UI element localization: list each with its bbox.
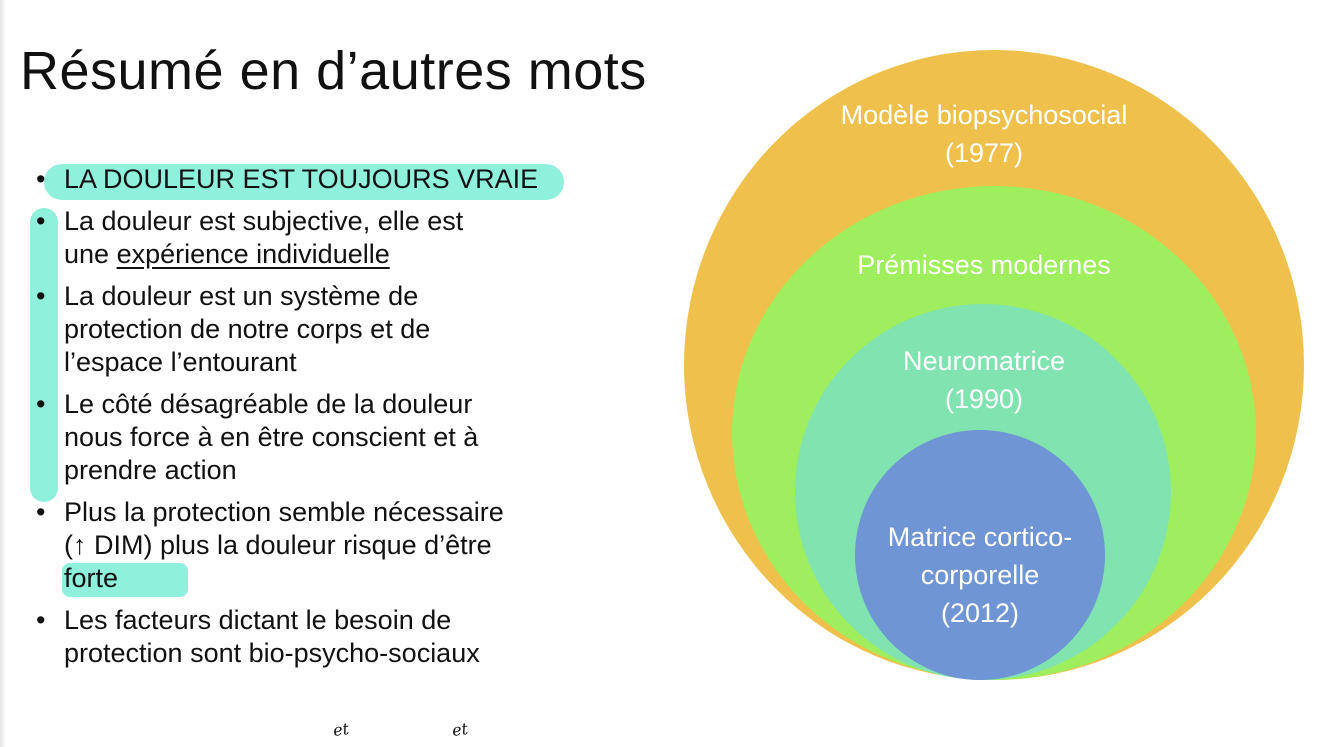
bullet-dot: •: [36, 281, 46, 311]
bullet-item: [32, 604, 632, 670]
bullet-dot: •: [36, 164, 46, 194]
bullet-item: [32, 388, 632, 487]
bullet-line: nous force à en être conscient et à: [64, 422, 479, 452]
bullet-item: [32, 163, 632, 196]
circle-label-line: Matrice cortico-: [887, 522, 1073, 552]
bullet-item: [32, 496, 632, 595]
bullet-line: Plus la protection semble nécessaire: [64, 497, 504, 527]
bullet-list: [32, 163, 632, 679]
circle-label-line: (1990): [944, 384, 1024, 414]
bullet-item: [32, 205, 632, 271]
circle-label-biopsychosocial: [784, 96, 1184, 172]
circle-label-line: (1977): [944, 138, 1024, 168]
bullet-line: (↑ DIM) plus la douleur risque d’être: [64, 530, 492, 560]
bullet-line: [64, 238, 632, 271]
bullet-line: prendre action: [64, 455, 237, 485]
bullet-line: protection de notre corps et de: [64, 314, 431, 344]
slide-title: Résumé en d’autres mots: [20, 41, 647, 101]
circle-label-line: Modèle biopsychosocial: [840, 100, 1128, 130]
circle-label-line: corporelle: [920, 560, 1040, 590]
bullet-item: [32, 280, 632, 379]
bullet-line: La douleur est un système de: [64, 281, 419, 311]
circle-label-neuromatrice: [784, 342, 1184, 418]
bullet-line: protection sont bio-psycho-sociaux: [64, 638, 480, 668]
bullet-text: une: [64, 239, 117, 269]
underlined-text: expérience individuelle: [116, 239, 390, 269]
bullet-dot: •: [36, 389, 46, 419]
handwritten-annotation: et: [331, 718, 351, 741]
circle-label-line: Neuromatrice: [902, 346, 1066, 376]
circle-label-matrice: [880, 518, 1080, 632]
circle-label-line: Prémisses modernes: [857, 250, 1111, 280]
bullet-dot: •: [36, 605, 46, 635]
circle-label-line: (2012): [940, 598, 1020, 628]
bullet-line: La douleur est subjective, elle est: [64, 206, 464, 236]
slide-edge-shadow: [0, 0, 6, 747]
bullet-line: Les facteurs dictant le besoin de: [64, 605, 452, 635]
handwritten-annotation: et: [450, 718, 470, 741]
circle-label-premisses: [784, 246, 1184, 284]
bullet-line: forte: [64, 563, 119, 593]
bullet-dot: •: [36, 206, 46, 236]
bullet-line: Le côté désagréable de la douleur: [64, 389, 473, 419]
bullet-dot: •: [36, 497, 46, 527]
bullet-line: l’espace l’entourant: [64, 347, 297, 377]
bullet-line: LA DOULEUR EST TOUJOURS VRAIE: [64, 164, 539, 194]
